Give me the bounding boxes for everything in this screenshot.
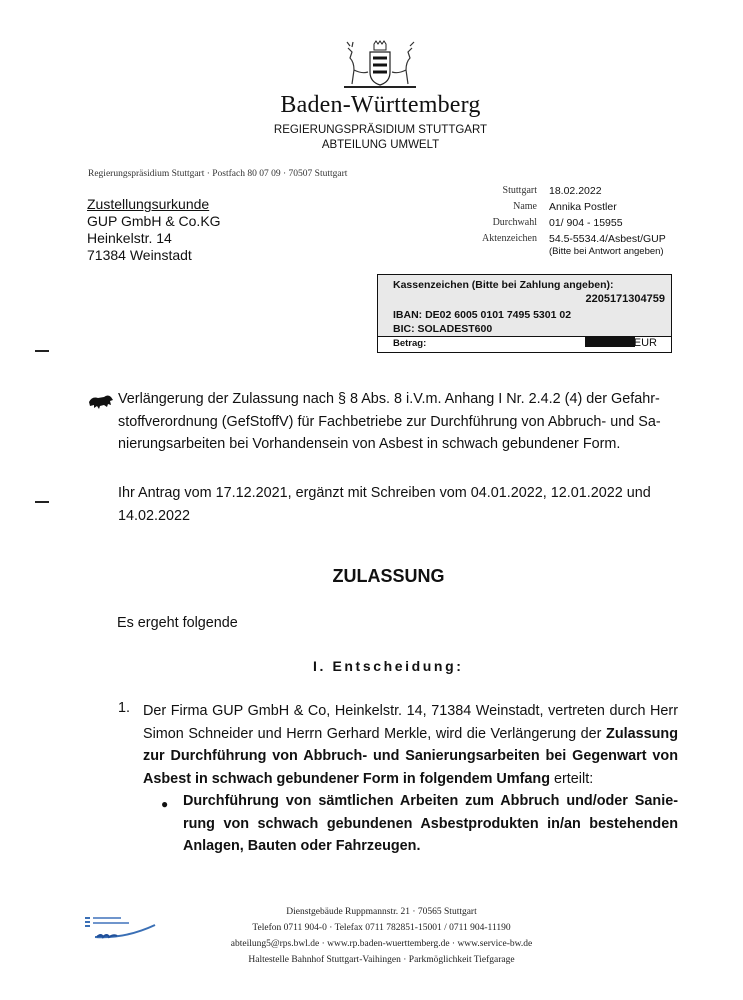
- sender-return-address: Regierungspräsidium Stuttgart · Postfach 80 07 09 · 70507 Stuttgart: [88, 169, 348, 179]
- payment-reference-label: Kassenzeichen (Bitte bei Zahlung angeben):: [393, 279, 614, 291]
- recipient-city: 71384 Weinstadt: [87, 247, 192, 263]
- authority-name: REGIERUNGSPRÄSIDIUM STUTTGART: [273, 124, 488, 136]
- footer: [0, 904, 743, 968]
- item-text-a: Der Firma GUP GmbH & Co, Heinkelstr. 14, 71384 Weinstadt, vertreten durch Herr Simon Schneider und Herrn Gerhard Merkle, wird die Verlängerung der: [143, 703, 678, 742]
- footer-contact: abteilung5@rps.bwl.de · www.rp.baden-wuerttemberg.de · www.service-bw.de: [230, 939, 533, 949]
- coat-of-arms-logo: [340, 40, 420, 90]
- delivery-type: Zustellungsurkunde: [87, 196, 210, 212]
- name-label: Name: [513, 201, 537, 212]
- amount-row: [378, 336, 671, 352]
- recipient-address: [87, 196, 221, 264]
- intro-text: Es ergeht folgende: [117, 615, 238, 631]
- document-title: ZULASSUNG: [332, 566, 445, 586]
- scope-bullet: Durchführung von sämtlichen Arbeiten zum Abbruch und/oder Sanie-rung von schwach gebundenen Asbestprodukten in/an bestehenden Anlagen, Bauten oder Fahrzeugen.: [183, 793, 678, 854]
- amount-currency: EUR: [633, 337, 657, 349]
- contact-phone: 01/ 904 - 15955: [549, 217, 623, 229]
- file-number-label: Aktenzeichen: [482, 233, 537, 244]
- iban: IBAN: DE02 6005 0101 7495 5301 02: [393, 309, 572, 321]
- item-text-b: erteilt:: [550, 770, 594, 787]
- section-heading: I. Entscheidung:: [313, 658, 464, 674]
- redacted-amount: [585, 337, 635, 347]
- contact-name: Annika Postler: [549, 201, 617, 213]
- subject-line: [118, 388, 678, 456]
- bullet-icon: ●: [161, 797, 169, 811]
- subject-text: Verlängerung der Zulassung nach § 8 Abs. 8 i.V.m. Anhang I Nr. 2.4.2 (4) der Gefahr-stoffverordnung (GefStoffV) für Fachbetriebe zur Durchführung von Abbruch- und Sa-nierungsarbeiten bei Vorhandensein von Asbest in schwach gebundener Form.: [118, 391, 661, 452]
- fold-mark: [35, 501, 49, 503]
- department-name: ABTEILUNG UMWELT: [321, 139, 440, 151]
- phone-label: Durchwahl: [492, 217, 537, 228]
- decision-item-1: [143, 700, 678, 790]
- footer-directions: Haltestelle Bahnhof Stuttgart-Vaihingen · Parkmöglichkeit Tiefgarage: [248, 955, 515, 965]
- bic: BIC: SOLADEST600: [393, 323, 493, 335]
- file-number: 54.5-5534.4/Asbest/GUP: [549, 233, 666, 245]
- amount-label: Betrag:: [393, 338, 427, 349]
- file-number-note: (Bitte bei Antwort angeben): [549, 246, 664, 257]
- item-number: 1.: [118, 700, 131, 716]
- letter-date: 18.02.2022: [549, 185, 602, 197]
- application-reference: Ihr Antrag vom 17.12.2021, ergänzt mit Schreiben vom 04.01.2022, 12.01.2022 und 14.02.2022: [118, 485, 651, 524]
- item-text-bold: Zulassung zur Durchführung von Abbruch- und Sanierungsarbeiten bei Gegenwart von Asbest in schwach gebundener Form in folgendem Umfang: [143, 725, 678, 787]
- footer-address: Dienstgebäude Ruppmannstr. 21 · 70565 Stuttgart: [286, 907, 477, 917]
- footer-phone: Telefon 0711 904-0 · Telefax 0711 782851-15001 / 0711 904-11190: [252, 923, 511, 933]
- fold-mark: [35, 350, 49, 352]
- letter-meta: [440, 183, 666, 260]
- amount-value: [585, 337, 657, 349]
- recipient-company: GUP GmbH & Co.KG: [87, 213, 221, 229]
- state-name: Baden-Württemberg: [280, 92, 481, 118]
- date-label: Stuttgart: [502, 185, 537, 196]
- payment-reference: 2205171304759: [585, 293, 665, 305]
- payment-box: [377, 274, 672, 353]
- recipient-street: Heinkelstr. 14: [87, 230, 172, 246]
- lion-icon: [88, 393, 114, 409]
